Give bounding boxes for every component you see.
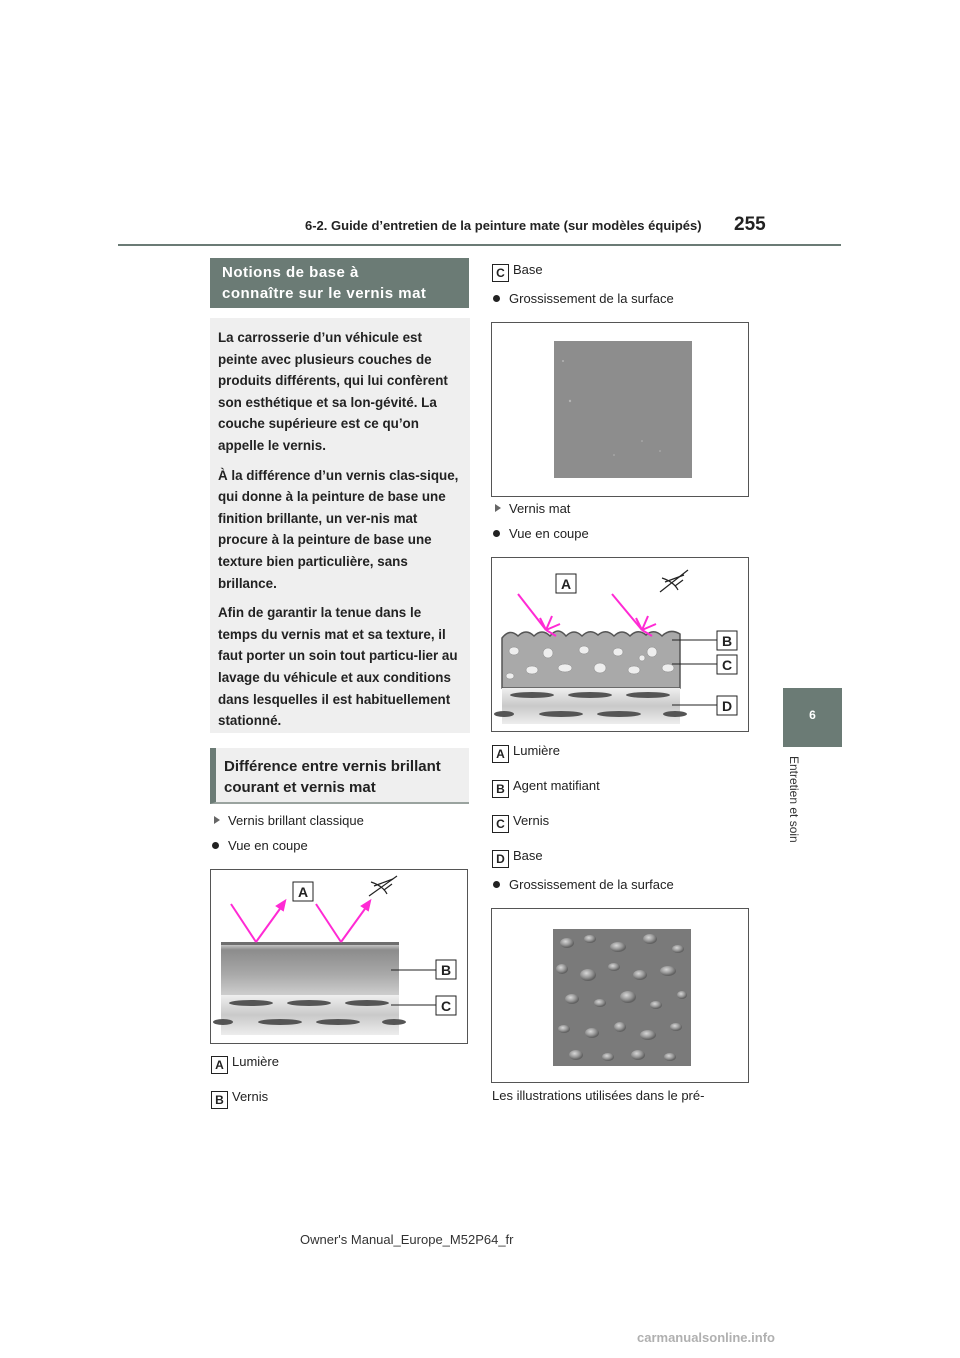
- fig-label-d: D: [721, 698, 733, 714]
- intro-paragraph: Afin de garantir la tenue dans le temps du vernis mat et sa texture, il faut porter un soin tout particu-lier au lavage du véhicule et aux conditions dans lesquelles il est habituellement stationné.: [218, 605, 458, 729]
- fig-label-a: A: [297, 884, 309, 900]
- chapter-label-text: Entretien et soin: [787, 756, 801, 843]
- bullet-dot-icon: [493, 881, 500, 888]
- legend-text: Lumière: [513, 743, 560, 758]
- bullet-dot-icon: [212, 842, 219, 849]
- varnish-layer: [221, 942, 399, 995]
- bullet-cross-section-glossy: [212, 838, 308, 853]
- legend-text: Vernis: [232, 1089, 269, 1104]
- legend-text: Base: [513, 262, 543, 277]
- intro-paragraph: La carrosserie d’un véhicule est peinte avec plusieurs couches de produits différents, qui lui confèrent son esthétique et sa lon-gévité. La couche supérieure est ce qu’on appelle le vernis.: [218, 330, 448, 453]
- legend-item: [492, 743, 560, 763]
- eye-icon: [369, 876, 397, 896]
- legend-text: Base: [513, 848, 543, 863]
- bullet-dot-icon: [493, 530, 500, 537]
- section-heading-basics: [210, 258, 469, 308]
- bullet-cross-section-matte: [493, 526, 589, 541]
- legend-letter: D: [492, 850, 509, 868]
- legend-item: [211, 1089, 268, 1109]
- section-heading-difference-line1: Différence entre vernis brillant: [224, 758, 441, 775]
- triangle-bullet-icon: [495, 504, 501, 512]
- bullet-magnification: [493, 877, 674, 892]
- triangle-bullet-icon: [214, 816, 220, 824]
- fig-label-b: B: [721, 633, 733, 649]
- header-rule: [118, 244, 841, 246]
- section-heading-basics-line2: connaître sur le vernis mat: [222, 285, 427, 302]
- glossy-surface-photo: [492, 323, 748, 496]
- legend-item: [492, 262, 543, 282]
- figure-glossy-cross-section: [210, 869, 468, 1044]
- legend-text: Vernis: [513, 813, 550, 828]
- matte-varnish-layer: [502, 631, 680, 688]
- subhead-matte: [495, 501, 570, 516]
- legend-item: [211, 1054, 279, 1074]
- section-heading-difference-line2: courant et vernis mat: [224, 779, 376, 796]
- intro-panel: [210, 318, 470, 733]
- watermark: carmanualsonline.info: [637, 1330, 775, 1345]
- bullet-text: Grossissement de la surface: [509, 877, 674, 892]
- light-arrows: [231, 901, 370, 942]
- section-heading-basics-line1: Notions de base à: [222, 264, 359, 281]
- legend-text: Agent matifiant: [513, 778, 600, 793]
- eye-icon: [660, 570, 688, 592]
- light-arrows-scattered: [518, 594, 656, 636]
- legend-letter: A: [211, 1056, 228, 1074]
- fig-label-c: C: [721, 657, 733, 673]
- legend-letter: B: [492, 780, 509, 798]
- bullet-text: Grossissement de la surface: [509, 291, 674, 306]
- fig-label-b: B: [440, 962, 452, 978]
- legend-text: Lumière: [232, 1054, 279, 1069]
- matte-cross-section-illustration: [492, 558, 748, 731]
- legend-letter: C: [492, 815, 509, 833]
- closing-text: Les illustrations utilisées dans le pré-: [492, 1088, 705, 1103]
- matte-surface-photo: [492, 909, 748, 1082]
- legend-item: [492, 778, 600, 798]
- fig-label-c: C: [440, 998, 452, 1014]
- page-number: 255: [734, 214, 766, 235]
- fig-label-a: A: [560, 576, 572, 592]
- subhead-matte-text: Vernis mat: [509, 501, 571, 516]
- running-header: 6-2. Guide d’entretien de la peinture mate (sur modèles équipés): [305, 218, 702, 233]
- section-heading-difference: [210, 748, 469, 804]
- bullet-text: Vue en coupe: [509, 526, 589, 541]
- subhead-glossy: [214, 813, 364, 828]
- chapter-number: 6: [809, 708, 816, 722]
- figure-matte-magnification: [491, 908, 749, 1083]
- glossy-cross-section-illustration: [211, 870, 467, 1043]
- intro-paragraph: À la différence d’un vernis clas-sique, qui donne à la peinture de base une finition brillante, un ver-nis mat procure à la peinture de base une texture bien particulière, sans brillance.: [218, 467, 459, 591]
- legend-item: [492, 813, 549, 833]
- footer-manual-id: Owner's Manual_Europe_M52P64_fr: [300, 1232, 514, 1247]
- chapter-label: [787, 756, 799, 866]
- legend-letter: C: [492, 264, 509, 282]
- figure-glossy-magnification: [491, 322, 749, 497]
- chapter-tab: [783, 688, 842, 747]
- bullet-text: Vue en coupe: [228, 838, 308, 853]
- legend-letter: B: [211, 1091, 228, 1109]
- bullet-magnification: [493, 291, 674, 306]
- figure-matte-cross-section: [491, 557, 749, 732]
- legend-letter: A: [492, 745, 509, 763]
- bullet-dot-icon: [493, 295, 500, 302]
- legend-item: [492, 848, 543, 868]
- subhead-glossy-text: Vernis brillant classique: [228, 813, 364, 828]
